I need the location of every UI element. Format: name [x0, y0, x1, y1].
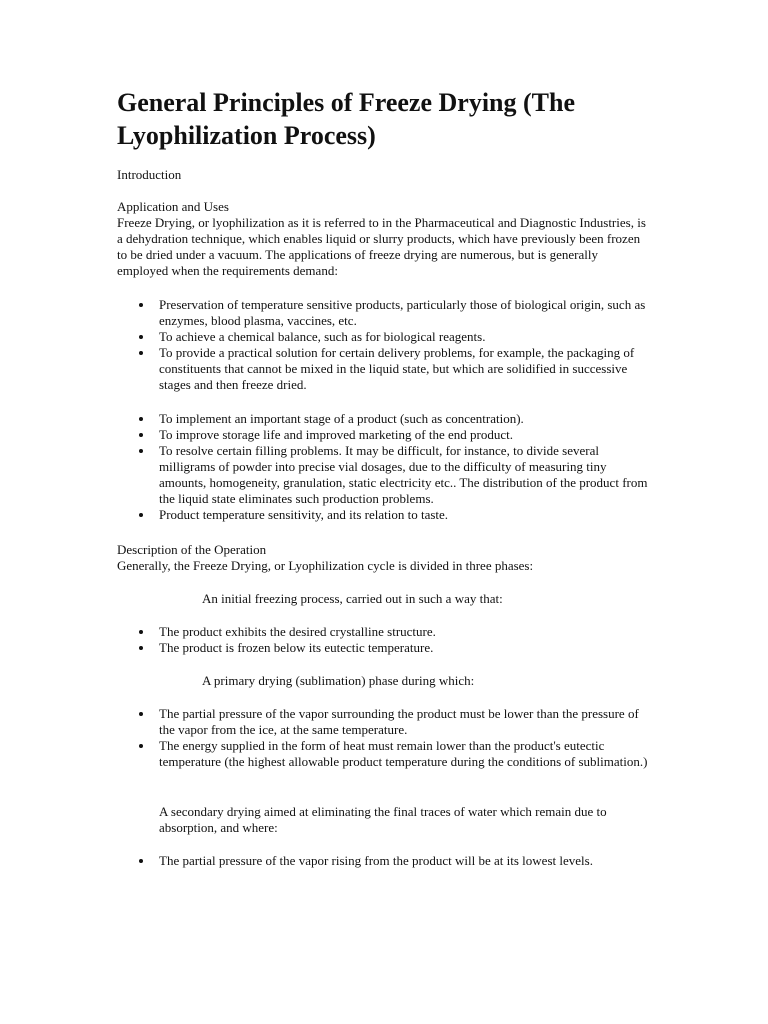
list-item: The product is frozen below its eutectic temperature. — [159, 640, 649, 656]
application-heading: Application and Uses — [117, 199, 229, 214]
page-title: General Principles of Freeze Drying (The Lyophilization Process) — [117, 88, 576, 150]
list-item: To provide a practical solution for certain delivery problems, for example, the packaging of constituents that cannot be mixed in the liquid state, but which are solidified in successive stages and then freeze dried. — [159, 345, 649, 393]
application-paragraph: Freeze Drying, or lyophilization as it is referred to in the Pharmaceutical and Diagnostic Industries, is a dehydration technique, which enables liquid or slurry products, which have previously been frozen to be dried under a vacuum. The applications of freeze drying are numerous, but is generally employed when the requirements demand: — [117, 215, 646, 278]
list-item: Preservation of temperature sensitive products, particularly those of biological origin, such as enzymes, blood plasma, vaccines, etc. — [159, 297, 649, 329]
list-item: To resolve certain filling problems. It may be difficult, for instance, to divide several milligrams of powder into precise vial dosages, due to the difficulty of measuring tiny amounts, homogeneity, granulation, static electricity etc.. The distribution of the product from the liquid state eliminates such production problems. — [159, 443, 648, 506]
list-item: The product exhibits the desired crystalline structure. — [159, 624, 649, 640]
list-item: To improve storage life and improved marketing of the end product. — [159, 427, 649, 443]
phase-3-intro: A secondary drying aimed at eliminating the final traces of water which remain due to absorption, and where: — [159, 804, 607, 835]
list-item: The energy supplied in the form of heat must remain lower than the product's eutectic temperature (the highest allowable product temperature during the conditions of sublimation.) — [159, 738, 648, 769]
list-item: To implement an important stage of a product (such as concentration). — [159, 411, 649, 427]
phase-2-intro: A primary drying (sublimation) phase during which: — [202, 673, 475, 688]
list-item: The partial pressure of the vapor surrounding the product must be lower than the pressure of the vapor from the ice, at the same temperature. — [159, 706, 649, 738]
operation-heading: Description of the Operation — [117, 542, 267, 557]
phase-1-list — [159, 624, 649, 656]
phase-2-list — [159, 706, 649, 770]
phase-3-list — [159, 853, 649, 869]
list-item: To achieve a chemical balance, such as for biological reagents. — [159, 329, 649, 345]
phase-1-intro: An initial freezing process, carried out in such a way that: — [202, 591, 503, 606]
operation-intro: Generally, the Freeze Drying, or Lyophilization cycle is divided in three phases: — [117, 558, 534, 573]
list-item: Product temperature sensitivity, and its relation to taste. — [159, 507, 649, 523]
introduction-heading: Introduction — [117, 167, 182, 182]
requirements-list-2 — [159, 411, 649, 523]
requirements-list-1 — [159, 297, 649, 393]
list-item: The partial pressure of the vapor rising from the product will be at its lowest levels. — [159, 853, 649, 869]
